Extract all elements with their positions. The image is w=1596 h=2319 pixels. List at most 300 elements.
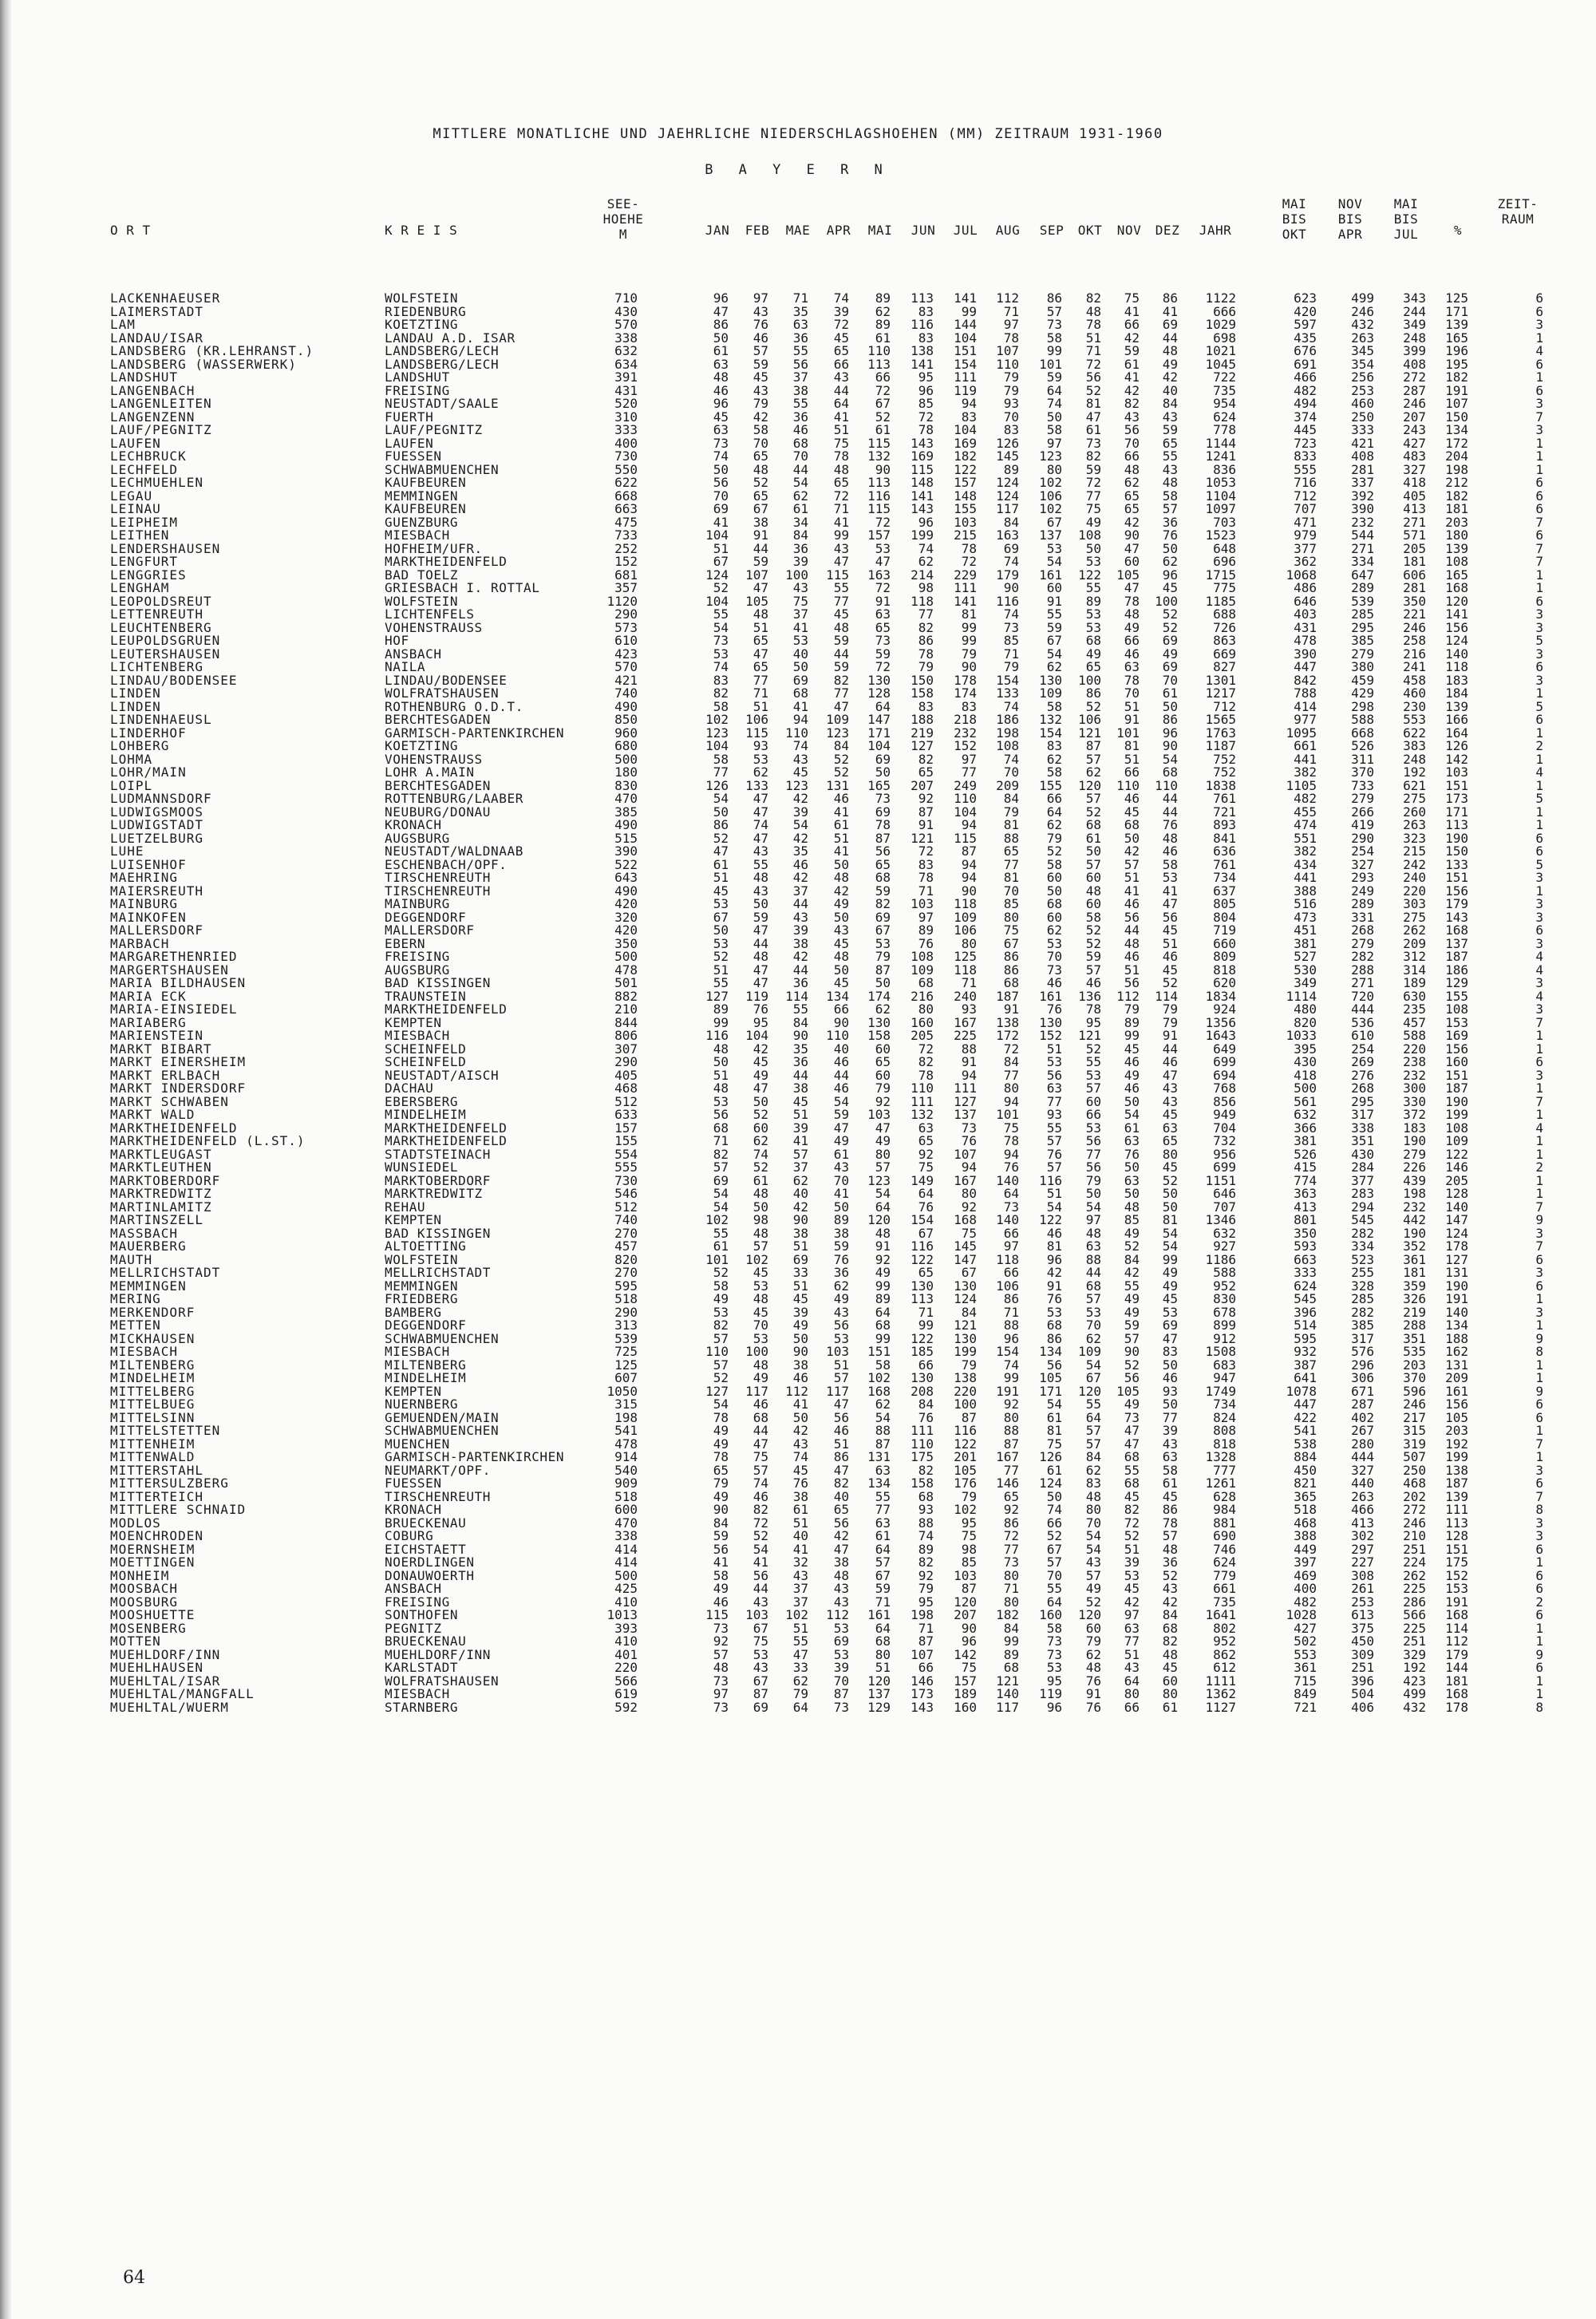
cell-value: 730 xyxy=(614,448,638,464)
cell-value: 65 xyxy=(918,1265,934,1280)
cell-value: 72 xyxy=(1085,356,1101,372)
cell-value: 457 xyxy=(1403,1014,1426,1030)
cell-value: 71 xyxy=(1085,343,1101,358)
cell-value: 203 xyxy=(1445,514,1468,530)
cell-value: 63 xyxy=(875,1462,891,1478)
cell-value: 47 xyxy=(833,1462,849,1478)
cell-value: 881 xyxy=(1213,1515,1236,1531)
cell-value: 422 xyxy=(1294,1409,1317,1425)
cell-value: 52 xyxy=(1085,1594,1101,1610)
cell-value: 37 xyxy=(792,883,808,899)
cell-value: 217 xyxy=(1403,1409,1426,1425)
cell-value: 48 xyxy=(753,606,768,622)
cell-value: 323 xyxy=(1403,830,1426,846)
cell-value: 6 xyxy=(1535,593,1543,609)
cell-value: 47 xyxy=(753,922,768,938)
cell-value: 576 xyxy=(1351,1344,1374,1359)
cell-value: 678 xyxy=(1213,1304,1236,1320)
cell-value: 396 xyxy=(1294,1304,1317,1320)
cell-value: 151 xyxy=(1445,1541,1468,1557)
cell-value: 338 xyxy=(614,330,638,346)
cell-value: 95 xyxy=(961,1515,977,1531)
cell-value: 64 xyxy=(1124,1673,1140,1689)
cell-value: 48 xyxy=(1085,1660,1101,1675)
cell-value: 188 xyxy=(911,712,934,727)
cell-kreis: FREISING xyxy=(385,382,450,398)
cell-value: 899 xyxy=(1213,1318,1236,1333)
cell-value: 597 xyxy=(1294,317,1317,332)
cell-value: 49 xyxy=(1162,1278,1178,1294)
cell-kreis: KOETZTING xyxy=(385,738,459,753)
cell-value: 65 xyxy=(918,764,934,780)
cell-value: 65 xyxy=(713,1462,729,1478)
cell-ort: MAUERBERG xyxy=(110,1239,187,1254)
cell-value: 47 xyxy=(753,646,768,662)
cell-value: 225 xyxy=(1403,1620,1426,1636)
cell-value: 447 xyxy=(1294,659,1317,674)
cell-value: 707 xyxy=(1213,1199,1236,1215)
cell-value: 221 xyxy=(1403,606,1426,622)
cell-value: 246 xyxy=(1403,1515,1426,1531)
cell-value: 266 xyxy=(1351,804,1374,820)
cell-value: 63 xyxy=(1162,1120,1178,1136)
cell-value: 256 xyxy=(1351,369,1374,385)
cell-value: 57 xyxy=(875,1160,891,1175)
cell-value: 80 xyxy=(1003,1080,1019,1096)
cell-value: 116 xyxy=(1039,1172,1062,1188)
cell-value: 1362 xyxy=(1205,1686,1236,1701)
cell-value: 54 xyxy=(713,619,729,635)
cell-value: 361 xyxy=(1403,1251,1426,1267)
cell-value: 82 xyxy=(918,1054,934,1069)
cell-value: 87 xyxy=(961,1581,977,1596)
cell-value: 327 xyxy=(1351,1462,1374,1478)
cell-value: 57 xyxy=(1085,1080,1101,1096)
cell-value: 122 xyxy=(911,1330,934,1346)
cell-ort: MARBACH xyxy=(110,935,170,951)
cell-value: 74 xyxy=(1003,554,1019,569)
cell-value: 468 xyxy=(1294,1515,1317,1531)
cell-value: 244 xyxy=(1403,303,1426,319)
cell-value: 76 xyxy=(1046,1291,1062,1306)
cell-value: 43 xyxy=(753,1660,768,1675)
cell-value: 126 xyxy=(1445,738,1468,753)
cell-value: 97 xyxy=(1003,1239,1019,1254)
cell-value: 734 xyxy=(1213,1397,1236,1412)
cell-kreis: DACHAU xyxy=(385,1080,434,1096)
cell-value: 74 xyxy=(833,290,849,306)
cell-value: 74 xyxy=(1003,698,1019,714)
cell-value: 65 xyxy=(918,1133,934,1148)
cell-value: 1641 xyxy=(1205,1607,1236,1622)
cell-value: 669 xyxy=(1213,646,1236,662)
cell-ort: MALLERSDORF xyxy=(110,922,203,938)
cell-value: 158 xyxy=(911,1476,934,1491)
cell-value: 108 xyxy=(1445,1001,1468,1017)
cell-value: 60 xyxy=(1124,554,1140,569)
cell-value: 74 xyxy=(792,738,808,753)
cell-value: 125 xyxy=(954,949,977,964)
cell-value: 76 xyxy=(792,1476,808,1491)
cell-value: 343 xyxy=(1403,290,1426,306)
cell-value: 50 xyxy=(1124,1160,1140,1175)
cell-value: 382 xyxy=(1294,843,1317,859)
cell-kreis: LINDAU/BODENSEE xyxy=(385,672,508,688)
cell-value: 863 xyxy=(1213,633,1236,648)
cell-value: 42 xyxy=(1124,1594,1140,1610)
cell-value: 522 xyxy=(614,856,638,872)
cell-value: 72 xyxy=(875,514,891,530)
cell-value: 71 xyxy=(875,1594,891,1610)
cell-value: 90 xyxy=(1124,527,1140,543)
cell-ort: MAUTH xyxy=(110,1251,153,1267)
cell-value: 87 xyxy=(875,1436,891,1452)
cell-value: 109 xyxy=(826,712,849,727)
cell-value: 663 xyxy=(1294,1251,1317,1267)
cell-kreis: SONTHOFEN xyxy=(385,1607,459,1622)
cell-value: 140 xyxy=(1445,646,1468,662)
cell-value: 76 xyxy=(961,1133,977,1148)
cell-value: 117 xyxy=(996,501,1019,516)
cell-value: 372 xyxy=(1403,1107,1426,1122)
cell-ort: LAIMERSTADT xyxy=(110,303,203,319)
cell-value: 80 xyxy=(1003,1594,1019,1610)
cell-value: 6 xyxy=(1535,1581,1543,1596)
cell-value: 66 xyxy=(833,356,849,372)
cell-value: 50 xyxy=(875,975,891,990)
cell-kreis: NAILA xyxy=(385,659,426,674)
cell-kreis: BERCHTESGADEN xyxy=(385,777,492,793)
cell-ort: LUDWIGSMOOS xyxy=(110,804,203,820)
cell-value: 158 xyxy=(867,1028,891,1043)
cell-value: 57 xyxy=(1046,1133,1062,1148)
cell-value: 420 xyxy=(614,896,638,911)
cell-value: 707 xyxy=(1294,501,1317,516)
cell-value: 94 xyxy=(961,396,977,411)
cell-value: 2 xyxy=(1535,738,1543,753)
cell-value: 209 xyxy=(1403,935,1426,951)
cell-ort: MITTERSULZBERG xyxy=(110,1476,229,1491)
cell-kreis: KEMPTEN xyxy=(385,1383,442,1399)
cell-value: 61 xyxy=(713,343,729,358)
cell-value: 6 xyxy=(1535,1397,1543,1412)
cell-value: 51 xyxy=(792,1107,808,1122)
cell-value: 33 xyxy=(792,1660,808,1675)
cell-value: 249 xyxy=(954,777,977,793)
cell-kreis: NEUMARKT/OPF. xyxy=(385,1462,492,1478)
cell-value: 2 xyxy=(1535,1594,1543,1610)
header-month: NOV xyxy=(1116,223,1142,238)
cell-value: 87 xyxy=(875,830,891,846)
cell-ort: MARKTOBERDORF xyxy=(110,1172,221,1188)
cell-value: 47 xyxy=(1124,1423,1140,1438)
cell-ort: MARIA BILDHAUSEN xyxy=(110,975,247,990)
cell-value: 74 xyxy=(792,1449,808,1464)
cell-kreis: WOLFSTEIN xyxy=(385,1251,459,1267)
cell-value: 117 xyxy=(745,1383,768,1399)
cell-value: 268 xyxy=(1351,1080,1374,1096)
cell-value: 45 xyxy=(792,1291,808,1306)
cell-value: 553 xyxy=(1294,1646,1317,1662)
cell-value: 45 xyxy=(833,606,849,622)
cell-value: 3 xyxy=(1535,606,1543,622)
cell-value: 78 xyxy=(918,1067,934,1083)
cell-value: 46 xyxy=(833,1054,849,1069)
cell-value: 1053 xyxy=(1205,475,1236,490)
cell-value: 1715 xyxy=(1205,567,1236,583)
cell-value: 83 xyxy=(918,330,934,346)
cell-value: 295 xyxy=(1351,619,1374,635)
cell-value: 55 xyxy=(753,856,768,872)
cell-value: 712 xyxy=(1294,488,1317,504)
cell-value: 249 xyxy=(1351,883,1374,899)
cell-ort: LOHR/MAIN xyxy=(110,764,187,780)
cell-value: 66 xyxy=(1124,633,1140,648)
cell-value: 108 xyxy=(1445,554,1468,569)
cell-value: 3 xyxy=(1535,975,1543,990)
cell-value: 68 xyxy=(1124,1449,1140,1464)
cell-value: 50 xyxy=(1162,698,1178,714)
cell-value: 79 xyxy=(1003,659,1019,674)
cell-value: 70 xyxy=(1046,1567,1062,1583)
cell-kreis: ANSBACH xyxy=(385,646,442,662)
cell-value: 309 xyxy=(1351,1646,1374,1662)
cell-kreis: VOHENSTRAUSS xyxy=(385,751,483,767)
cell-value: 44 xyxy=(1162,804,1178,820)
cell-value: 361 xyxy=(1294,1660,1317,1675)
cell-value: 130 xyxy=(911,1278,934,1294)
cell-value: 79 xyxy=(1162,1001,1178,1017)
cell-value: 106 xyxy=(954,922,977,938)
cell-value: 124 xyxy=(1445,1225,1468,1241)
cell-value: 48 xyxy=(753,1291,768,1306)
cell-kreis: MELLRICHSTADT xyxy=(385,1265,492,1280)
cell-value: 68 xyxy=(918,1488,934,1504)
cell-value: 67 xyxy=(1046,633,1062,648)
cell-value: 954 xyxy=(1213,396,1236,411)
cell-value: 1013 xyxy=(606,1607,638,1622)
cell-value: 57 xyxy=(1124,856,1140,872)
cell-value: 624 xyxy=(1294,1278,1317,1294)
cell-value: 77 xyxy=(833,593,849,609)
cell-value: 541 xyxy=(1294,1423,1317,1438)
cell-value: 57 xyxy=(753,1462,768,1478)
cell-value: 535 xyxy=(1403,1344,1426,1359)
cell-value: 79 xyxy=(918,1581,934,1596)
cell-value: 46 xyxy=(1162,949,1178,964)
cell-value: 518 xyxy=(1294,1502,1317,1517)
cell-value: 48 xyxy=(753,1225,768,1241)
cell-ort: MARKT ERLBACH xyxy=(110,1067,221,1083)
cell-value: 46 xyxy=(792,1370,808,1385)
cell-value: 51 xyxy=(1124,698,1140,714)
cell-value: 100 xyxy=(785,567,808,583)
cell-value: 268 xyxy=(1351,922,1374,938)
cell-value: 49 xyxy=(833,896,849,911)
cell-value: 349 xyxy=(1403,317,1426,332)
cell-value: 59 xyxy=(1046,369,1062,385)
cell-value: 1 xyxy=(1535,1291,1543,1306)
cell-value: 101 xyxy=(1116,725,1140,741)
cell-value: 352 xyxy=(1403,1239,1426,1254)
cell-value: 9 xyxy=(1535,1212,1543,1227)
cell-value: 402 xyxy=(1351,1409,1374,1425)
cell-value: 719 xyxy=(1213,922,1236,938)
cell-value: 82 xyxy=(833,1476,849,1491)
cell-value: 380 xyxy=(1351,659,1374,674)
cell-value: 56 xyxy=(1085,1133,1101,1148)
cell-value: 5 xyxy=(1535,791,1543,806)
cell-value: 88 xyxy=(1003,830,1019,846)
cell-value: 59 xyxy=(833,1107,849,1122)
cell-value: 60 xyxy=(1046,580,1062,595)
cell-value: 227 xyxy=(1351,1555,1374,1570)
cell-value: 979 xyxy=(1294,527,1317,543)
cell-value: 83 xyxy=(918,698,934,714)
cell-value: 48 xyxy=(875,1225,891,1241)
cell-value: 7 xyxy=(1535,540,1543,556)
cell-value: 115 xyxy=(911,461,934,477)
cell-value: 168 xyxy=(1445,1607,1468,1622)
cell-value: 41 xyxy=(1124,369,1140,385)
cell-kreis: KEMPTEN xyxy=(385,1014,442,1030)
cell-value: 75 xyxy=(1124,290,1140,306)
cell-value: 460 xyxy=(1403,685,1426,701)
cell-value: 90 xyxy=(792,1212,808,1227)
cell-value: 60 xyxy=(1046,909,1062,925)
cell-value: 174 xyxy=(867,988,891,1004)
cell-value: 169 xyxy=(911,448,934,464)
cell-value: 75 xyxy=(961,1528,977,1543)
cell-value: 99 xyxy=(713,1014,729,1030)
cell-value: 1217 xyxy=(1205,685,1236,701)
cell-value: 1144 xyxy=(1205,435,1236,451)
cell-value: 42 xyxy=(792,870,808,885)
cell-value: 47 xyxy=(753,1436,768,1452)
cell-value: 1523 xyxy=(1205,527,1236,543)
cell-value: 50 xyxy=(875,764,891,780)
cell-value: 480 xyxy=(1294,1001,1317,1017)
cell-value: 73 xyxy=(875,633,891,648)
cell-value: 105 xyxy=(1445,1409,1468,1425)
cell-value: 83 xyxy=(918,303,934,319)
cell-value: 86 xyxy=(918,633,934,648)
cell-value: 113 xyxy=(1445,817,1468,832)
cell-value: 7 xyxy=(1535,1199,1543,1215)
cell-value: 63 xyxy=(792,317,808,332)
cell-value: 90 xyxy=(1162,738,1178,753)
cell-value: 844 xyxy=(614,1014,638,1030)
cell-value: 48 xyxy=(1162,830,1178,846)
cell-value: 48 xyxy=(1162,1646,1178,1662)
cell-value: 209 xyxy=(996,777,1019,793)
cell-value: 413 xyxy=(1403,501,1426,516)
cell-value: 43 xyxy=(1162,461,1178,477)
cell-value: 312 xyxy=(1403,949,1426,964)
cell-value: 390 xyxy=(614,843,638,859)
cell-value: 114 xyxy=(785,988,808,1004)
cell-value: 415 xyxy=(1294,1160,1317,1175)
cell-value: 95 xyxy=(1046,1673,1062,1689)
region-heading: B A Y E R N xyxy=(705,162,891,178)
cell-value: 86 xyxy=(713,317,729,332)
cell-value: 155 xyxy=(1445,988,1468,1004)
cell-kreis: MINDELHEIM xyxy=(385,1370,467,1385)
cell-value: 830 xyxy=(1213,1291,1236,1306)
cell-value: 45 xyxy=(792,1462,808,1478)
cell-value: 126 xyxy=(705,777,729,793)
cell-value: 48 xyxy=(1124,461,1140,477)
cell-value: 71 xyxy=(918,1620,934,1636)
cell-value: 129 xyxy=(1445,975,1468,990)
cell-value: 390 xyxy=(1351,501,1374,516)
cell-value: 164 xyxy=(1445,725,1468,741)
cell-value: 81 xyxy=(1162,1212,1178,1227)
cell-value: 1186 xyxy=(1205,1251,1236,1267)
cell-value: 90 xyxy=(961,1620,977,1636)
cell-value: 71 xyxy=(713,1133,729,1148)
cell-value: 50 xyxy=(833,962,849,978)
cell-value: 50 xyxy=(1162,1397,1178,1412)
cell-value: 165 xyxy=(1445,330,1468,346)
cell-value: 54 xyxy=(792,817,808,832)
header-month: AUG xyxy=(995,223,1021,238)
cell-value: 7 xyxy=(1535,514,1543,530)
cell-value: 308 xyxy=(1351,1567,1374,1583)
cell-value: 240 xyxy=(1403,870,1426,885)
cell-value: 62 xyxy=(753,764,768,780)
cell-value: 818 xyxy=(1213,1436,1236,1452)
cell-value: 61 xyxy=(792,501,808,516)
cell-value: 126 xyxy=(1039,1449,1062,1464)
cell-value: 683 xyxy=(1213,1357,1236,1373)
cell-ort: LECHFELD xyxy=(110,461,179,477)
cell-value: 255 xyxy=(1351,1265,1374,1280)
cell-value: 44 xyxy=(1162,1041,1178,1057)
cell-value: 500 xyxy=(614,1567,638,1583)
cell-value: 47 xyxy=(753,1080,768,1096)
cell-value: 43 xyxy=(1162,1080,1178,1096)
cell-value: 57 xyxy=(1085,962,1101,978)
cell-kreis: LAUF/PEGNITZ xyxy=(385,422,483,437)
cell-value: 68 xyxy=(1124,817,1140,832)
cell-value: 92 xyxy=(961,1199,977,1215)
cell-kreis: PEGNITZ xyxy=(385,1620,442,1636)
cell-value: 79 xyxy=(1085,1172,1101,1188)
cell-value: 88 xyxy=(1003,1318,1019,1333)
cell-value: 220 xyxy=(614,1660,638,1675)
cell-value: 150 xyxy=(1445,409,1468,425)
cell-value: 48 xyxy=(833,619,849,635)
cell-value: 74 xyxy=(1046,1502,1062,1517)
cell-value: 198 xyxy=(996,725,1019,741)
cell-value: 48 xyxy=(1124,1199,1140,1215)
cell-ort: MITTELSINN xyxy=(110,1409,196,1425)
cell-value: 53 xyxy=(713,1093,729,1109)
cell-value: 421 xyxy=(614,672,638,688)
cell-value: 54 xyxy=(713,791,729,806)
cell-value: 1 xyxy=(1535,1107,1543,1122)
cell-value: 7 xyxy=(1535,1239,1543,1254)
cell-value: 48 xyxy=(1085,303,1101,319)
cell-value: 592 xyxy=(614,1699,638,1715)
cell-value: 175 xyxy=(911,1449,934,1464)
cell-value: 38 xyxy=(753,514,768,530)
cell-value: 61 xyxy=(713,1239,729,1254)
cell-value: 57 xyxy=(753,1239,768,1254)
cell-value: 3 xyxy=(1535,1528,1543,1543)
cell-value: 43 xyxy=(753,843,768,859)
